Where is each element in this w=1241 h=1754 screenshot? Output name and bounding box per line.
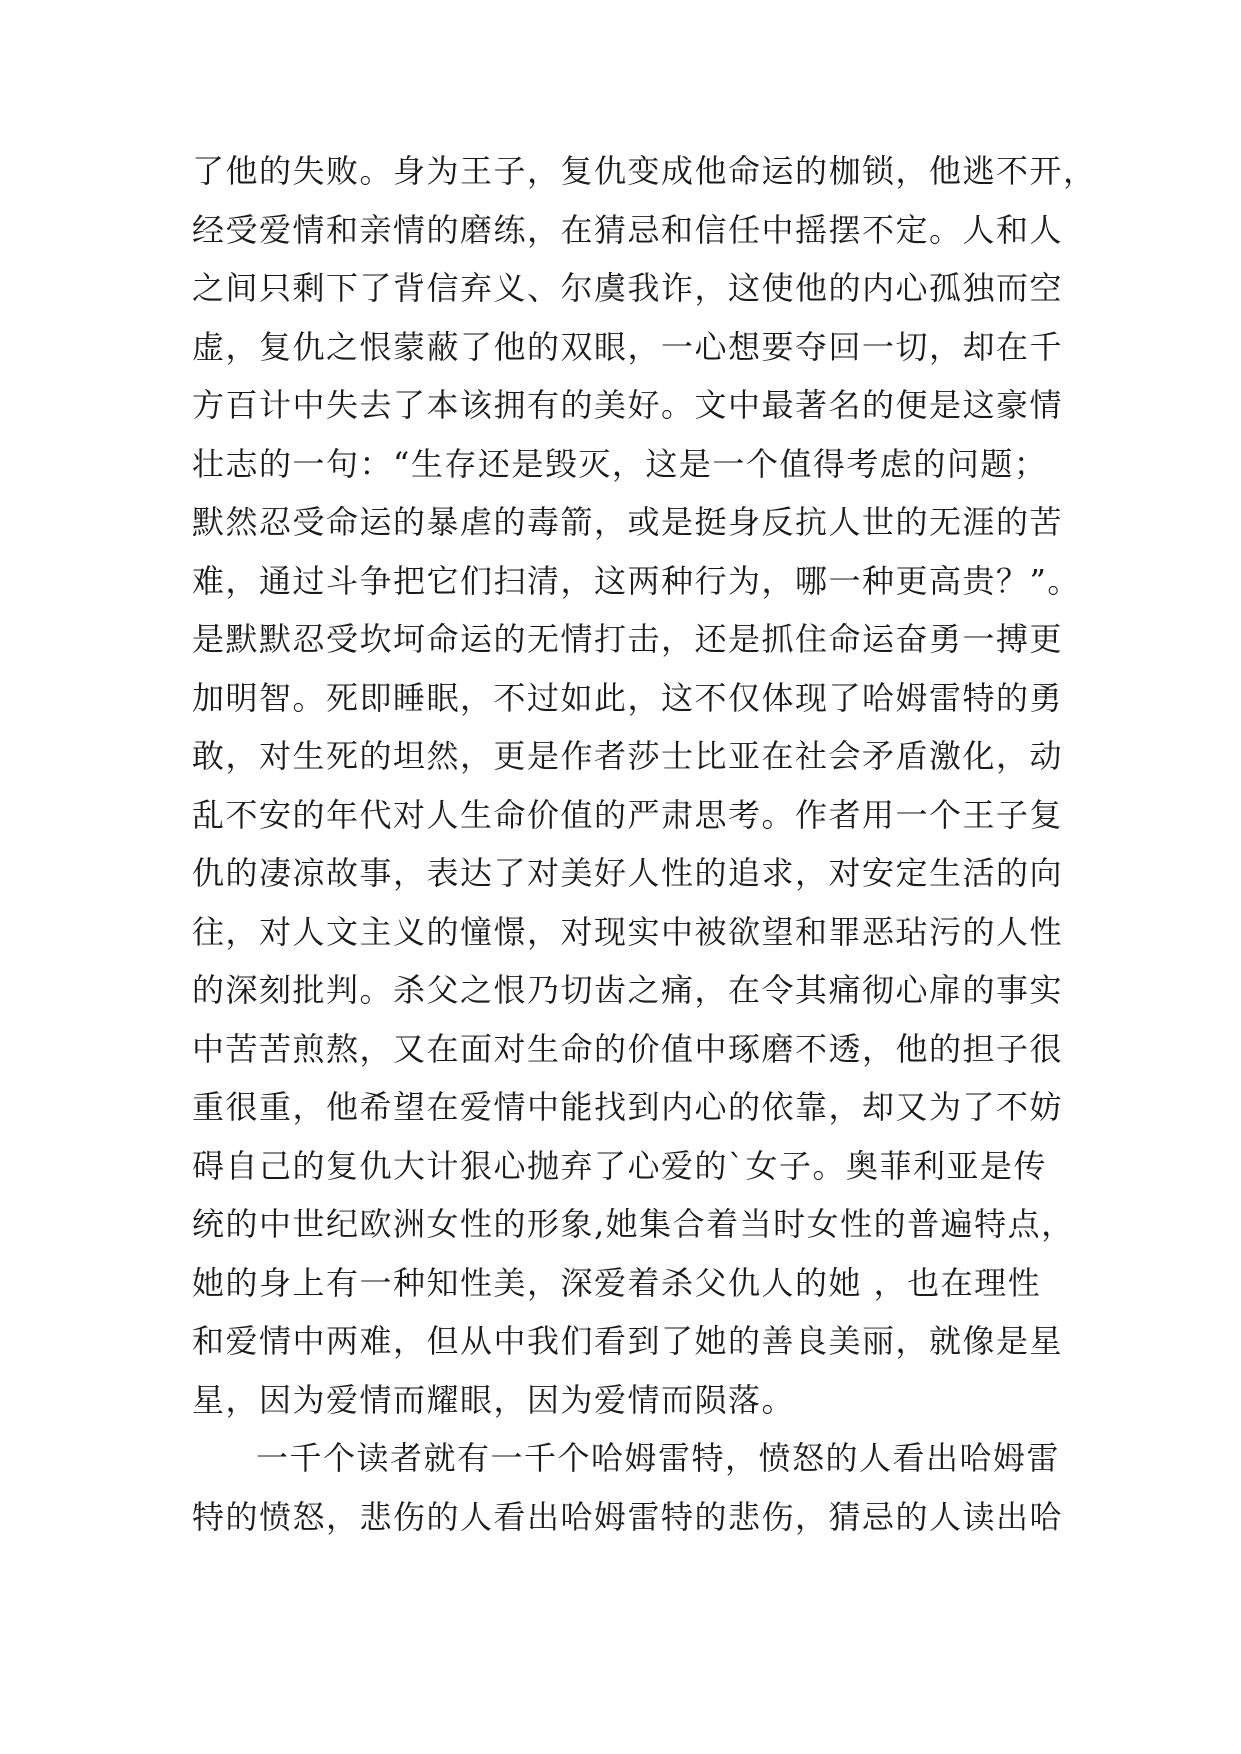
text-line: 和爱情中两难，但从中我们看到了她的善良美丽，就像是星 — [192, 1322, 1064, 1360]
text-line: 敢，对生死的坦然，更是作者莎士比亚在社会矛盾激化，动 — [192, 737, 1064, 775]
text-line: 了他的失败。身为王子，复仇变成他命运的枷锁，他逃不开， — [192, 152, 1097, 190]
body-text — [192, 142, 1097, 1546]
text-line: 经受爱情和亲情的磨练，在猜忌和信任中摇摆不定。人和人 — [192, 210, 1064, 249]
text-line: 的深刻批判。杀父之恨乃切齿之痛，在令其痛彻心扉的事实 — [192, 971, 1064, 1009]
text-line: 中苦苦煎熬，又在面对生命的价值中琢磨不透，他的担子很 — [192, 1029, 1064, 1068]
text-line: 碍自己的复仇大计狠心抛弃了心爱的`女子。奥菲利亚是传 — [192, 1146, 1048, 1185]
text-line: 仇的凄凉故事，表达了对美好人性的追求，对安定生活的向 — [192, 854, 1064, 892]
text-line: 往，对人文主义的憧憬，对现实中被欲望和罪恶玷污的人性 — [192, 912, 1064, 951]
text-line: 统的中世纪欧洲女性的形象,她集合着当时女性的普遍特点， — [192, 1205, 1075, 1243]
text-line: 默然忍受命运的暴虐的毒箭，或是挺身反抗人世的无涯的苦 — [192, 503, 1064, 541]
text-line: 重很重，他希望在爱情中能找到内心的依靠，却又为了不妨 — [192, 1088, 1064, 1126]
text-line: 是默默忍受坎坷命运的无情打击，还是抓住命运奋勇一搏更 — [192, 620, 1064, 658]
paragraph-start-line: 一千个读者就有一千个哈姆雷特，愤怒的人看出哈姆雷 — [256, 1439, 1061, 1477]
text-line: 虚，复仇之恨蒙蔽了他的双眼，一心想要夺回一切，却在千 — [192, 327, 1064, 366]
text-line: 壮志的一句：“生存还是毁灭，这是一个值得考虑的问题； — [192, 444, 1048, 483]
text-line: 难，通过斗争把它们扫清，这两种行为，哪一种更高贵？”。 — [192, 561, 1081, 600]
text-line: 方百计中失去了本该拥有的美好。文中最著名的便是这豪情 — [192, 386, 1064, 424]
text-line: 加明智。死即睡眠，不过如此，这不仅体现了哈姆雷特的勇 — [192, 678, 1064, 717]
text-line: 星，因为爱情而耀眼，因为爱情而陨落。 — [192, 1380, 796, 1419]
text-line: 她的身上有一种知性美，深爱着杀父仇人的她 ，也在理性 — [192, 1263, 1042, 1302]
text-line: 特的愤怒，悲伤的人看出哈姆雷特的悲伤，猜忌的人读出哈 — [192, 1497, 1064, 1536]
text-line: 乱不安的年代对人生命价值的严肃思考。作者用一个王子复 — [192, 795, 1064, 834]
text-line: 之间只剩下了背信弃义、尔虞我诈，这使他的内心孤独而空 — [192, 269, 1064, 307]
